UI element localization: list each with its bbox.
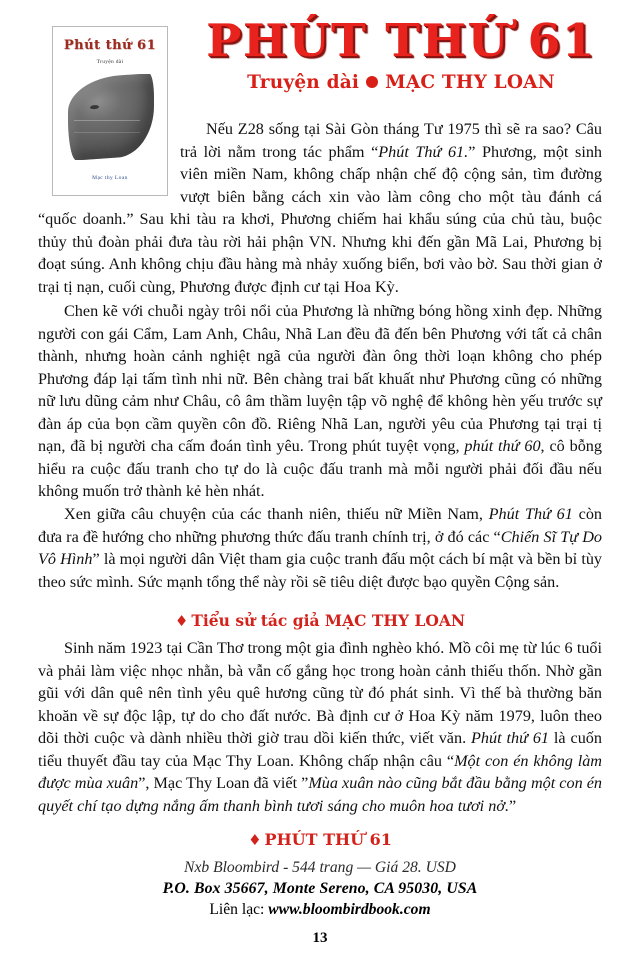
review-paragraph-1 xyxy=(38,118,602,298)
footer-contact-label: Liên lạc: xyxy=(209,901,269,918)
bio-italic-3: Mùa xuân nào cũng bắt đầu bằng một con én quyết chí tạo dựng nắng ấm thanh bình tươi sáng cho muôn hoa tươi nở. xyxy=(38,774,602,815)
p3-italic-1: Phút Thứ 61 xyxy=(488,505,573,523)
bio-italic-1: Phút thứ 61 xyxy=(471,729,550,748)
footer-diamond-bullet-icon: ♦ xyxy=(248,831,262,849)
footer-address-line: P.O. Box 35667, Monte Sereno, CA 95030, USA xyxy=(162,880,478,897)
bio-heading-light: Tiểu sử tác giả xyxy=(191,611,325,630)
review-paragraph-3 xyxy=(38,503,602,593)
bio-b: là cuốn tiểu thuyết đầu tay của Mạc Thy Loan. Không chấp nhận câu “ xyxy=(38,729,602,770)
bio-section-heading xyxy=(38,611,602,630)
p1-rest: ” Phương, một sinh viên miền Nam, không chấp nhận chế độ cộng sản, tìm đường vượt biên bằng cách xin vào làm công cho một tàu đánh cá “quốc doanh.” Sau khi tàu ra khơi, Phương chiếm hai khẩu súng của chủ tàu, buộc thủy thủ đoàn phải đưa tàu rời hải phận VN. Nhưng khi đến gần Mã Lai, Phương bị đoạt súng. Anh không chịu đầu hàng mà nhảy xuống biển, bơi vào bờ. Sau thời gian ở trại tị nạn, cuối cùng, Phương được định cư tại Hoa Kỳ. xyxy=(38,142,603,296)
paragraph-3-text xyxy=(38,503,602,593)
p2-a: Chen kẽ với chuỗi ngày trôi nổi của Phương là những bóng hồng xinh đẹp. Những người con gái Cẩm, Lam Anh, Châu, Nhã Lan đều đã đến bên Phương với tất cả chân thành, nhưng hoàn cảnh nghiệt ngã của người đàn ông thời loạn không cho phép Phương đáp lại tấm tình nhi nữ. Bên chàng trai bất khuất như Phương cũng có những nữ lưu dũng cảm như Châu, cô âm thầm luyện tập võ nghệ để không hèn yếu trước sự đàn áp của bọn cầm quyền côn đồ. Riêng Nhã Lan, người yêu của Phương tại trại tị nạn, đã bị người cha cấm đoán tình yêu. Trong phút tuyệt vọng, xyxy=(38,302,602,456)
masthead-genre-label: Truyện dài xyxy=(247,71,360,93)
bio-c: ”, Mạc Thy Loan đã viết ” xyxy=(138,774,309,793)
circle-bullet-icon xyxy=(366,76,378,88)
paragraph-2-text xyxy=(38,300,602,503)
bio-a: Sinh năm 1923 tại Cần Thơ trong một gia đình nghèo khó. Mồ côi mẹ từ lúc 6 tuổi và phải làm việc nhọc nhằn, bà vẫn cố gắng học trong hoàn cảnh thiếu thốn. Nhờ gần gũi với dân quê nên tình yêu quê hương cũng từ đó phát sinh. Vì thế bà thường băn khoăn về sự độc lập, tự do cho đất nước. Bà định cư ở Hoa Kỳ năm 1979, luôn theo dõi thời cuộc và dành nhiều thời giờ trau dồi kiến thức, viết văn. xyxy=(38,639,602,748)
bio-d: ” xyxy=(509,796,517,815)
bio-heading-bold: MẠC THY LOAN xyxy=(324,611,466,630)
masthead xyxy=(186,14,616,93)
cover-title: Phút thứ 61 xyxy=(63,38,157,53)
cover-text-wrap-spacer xyxy=(38,118,180,200)
p3-b: còn đưa ra đề hướng cho những phương thức đấu tranh chính trị, ở đó các “ xyxy=(38,505,603,546)
p1-title-italic: Phút Thứ 61. xyxy=(378,142,469,161)
footer-website-link[interactable]: www.bloombirdbook.com xyxy=(268,901,431,918)
review-paragraph-2 xyxy=(38,300,602,503)
cover-author: Mạc thy Loan xyxy=(92,175,128,181)
footer-book-title: PHÚT THỨ 61 xyxy=(264,830,392,849)
p1-lead: Nếu Z28 sống tại Sài Gòn tháng Tư 1975 thì sẽ ra sao? Câu trả lời nằm trong tác phẩm “ xyxy=(180,120,602,161)
diamond-bullet-icon: ♦ xyxy=(174,612,189,630)
masthead-title: PHÚT THỨ 61 xyxy=(206,14,596,67)
masthead-author-name: MẠC THY LOAN xyxy=(385,71,555,93)
footer-publisher-line: Nxb Bloombird - 544 trang — Giá 28. USD xyxy=(184,859,456,876)
page-number: 13 xyxy=(312,930,328,946)
bio-italic-2: Một con én không làm được mùa xuân xyxy=(38,751,603,793)
bio-paragraph-text xyxy=(38,637,602,817)
footer-contact-line xyxy=(38,899,602,920)
masthead-subtitle xyxy=(186,72,616,93)
p2-b: , cô bỗng hiểu ra cuộc đấu tranh cho tự do là cuộc đấu tranh mà mỗi người phải đối đầu nếu không muốn trở thành kẻ hèn nhát. xyxy=(38,437,602,501)
p2-italic: phút thứ 60 xyxy=(464,437,541,456)
bio-paragraph xyxy=(38,637,602,817)
cover-subtitle: Truyện dài xyxy=(96,59,124,65)
p3-c: ” là mọi người dân Việt tham gia cuộc tranh đấu một cách bí mật và bền bỉ tùy theo sức mình. Sức mạnh tổng thể này rồi sẽ tiêu diệt được bạo quyền Cộng sản. xyxy=(38,550,603,591)
footer-book-heading xyxy=(38,830,602,849)
p3-italic-2: Chiến Sĩ Tự Do Vô Hình xyxy=(38,527,602,569)
footer-publication-info xyxy=(38,857,602,920)
p3-a: Xen giữa câu chuyện của các thanh niên, thiếu nữ Miền Nam, xyxy=(64,505,489,523)
